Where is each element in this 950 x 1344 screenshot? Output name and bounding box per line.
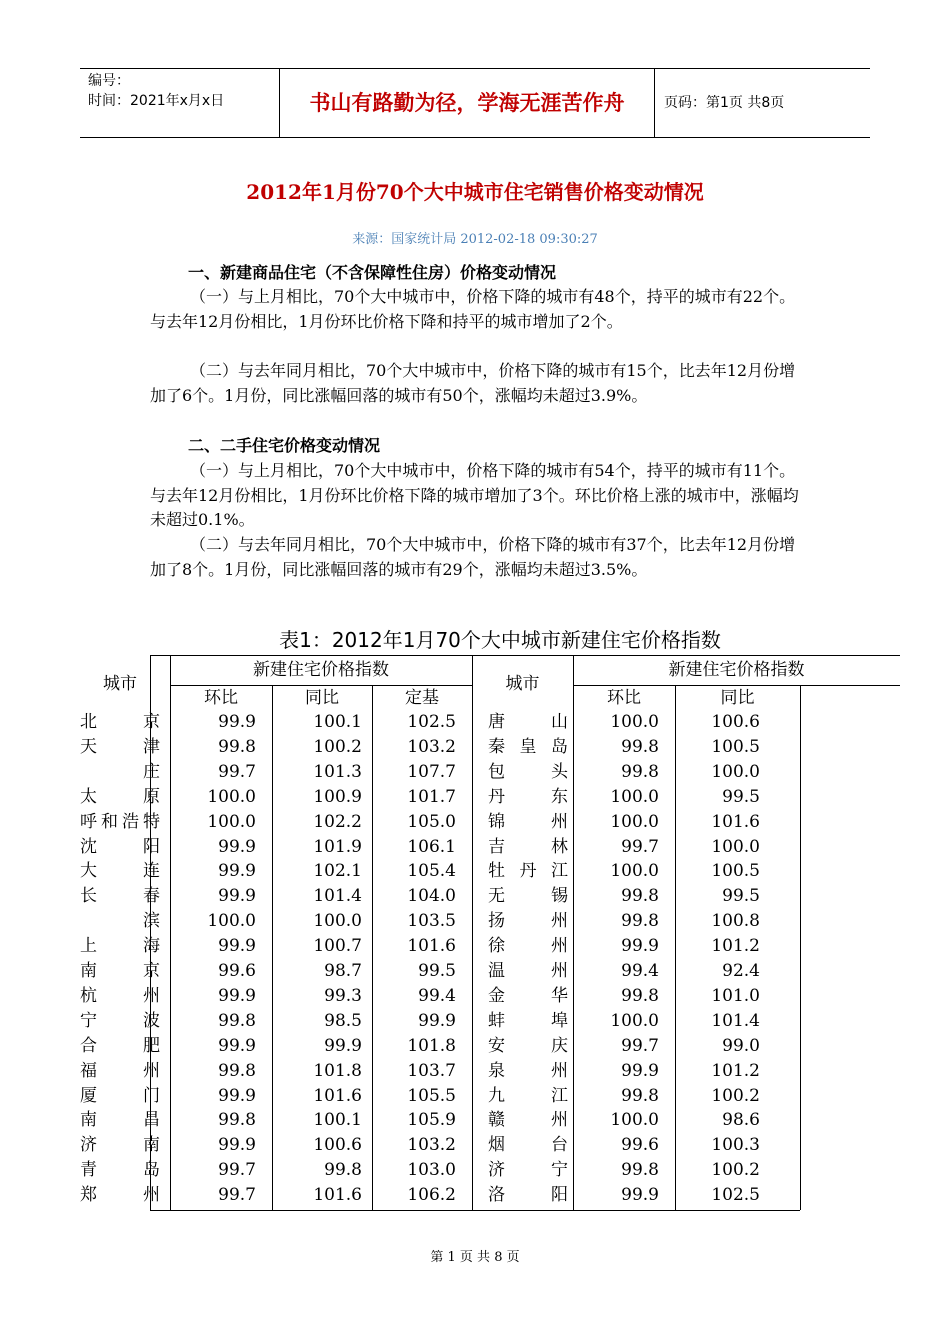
table-row-left-city: 合肥: [80, 1035, 160, 1056]
header-date: 时间：2021年x月x日: [88, 93, 225, 109]
table-row-right-city: 徐州: [488, 936, 568, 957]
table-row-left-mom: 99.7: [218, 1185, 256, 1206]
table-row-left-mom: 99.9: [218, 1085, 256, 1106]
col-yoy-left: 同比: [305, 688, 339, 708]
table-row-right-mom: 99.9: [621, 1060, 659, 1081]
table-row-left-yoy: 100.2: [313, 736, 362, 757]
table-row-left-yoy: 101.3: [313, 761, 362, 782]
table-row-left-base: 105.0: [407, 811, 456, 832]
table-row-left-city: 天津: [80, 736, 160, 757]
table-row-right-city: 九江: [488, 1085, 568, 1106]
table-row-right-yoy: 98.6: [722, 1110, 760, 1131]
table-row-right-city: 泉州: [488, 1060, 568, 1081]
table-row-right-city: 温州: [488, 961, 568, 981]
table-row-right-city: 济宁: [488, 1160, 568, 1181]
table-row-left-base: 105.4: [407, 861, 456, 882]
table-row-right-yoy: 99.5: [722, 786, 760, 807]
table-row-left-base: 105.9: [407, 1110, 456, 1131]
table-row-right-mom: 100.0: [610, 811, 659, 832]
table-row-left-mom: 99.8: [218, 1110, 256, 1131]
table-row-left-base: 101.7: [407, 786, 456, 807]
table-row-right-city: 赣州: [488, 1110, 568, 1131]
header-motto: 书山有路勤为径，学海无涯苦作舟: [280, 69, 655, 137]
table-row-right-mom: 99.8: [621, 1160, 659, 1181]
table-row-left-city: 济南: [80, 1135, 160, 1156]
table-row-left-yoy: 102.1: [313, 861, 362, 882]
table-row-left-city: 滨: [143, 911, 160, 932]
table-row-left-yoy: 101.4: [313, 886, 362, 907]
table-row-right-mom: 99.8: [621, 911, 659, 932]
table-row-right-city: 蚌埠: [488, 1010, 568, 1031]
group-header-right: 新建住宅价格指数: [668, 660, 805, 680]
table-row-left-city: 太原: [80, 786, 160, 807]
table-row-left-city: 杭州: [80, 985, 160, 1006]
table-row-left-yoy: 100.6: [313, 1135, 362, 1156]
table-row-right-city: 洛阳: [488, 1185, 568, 1206]
table-row-left-city: 福州: [80, 1060, 160, 1081]
table-row-left-mom: 100.0: [207, 786, 256, 807]
table-row-left-yoy: 100.1: [313, 712, 362, 732]
table-row-left-yoy: 98.7: [324, 961, 362, 981]
table-row-left-base: 104.0: [407, 886, 456, 907]
table-row-right-mom: 100.0: [610, 786, 659, 807]
table-row-right-yoy: 100.6: [711, 712, 760, 732]
table-row-right-city: 扬州: [488, 911, 568, 932]
table-row-right-yoy: 100.2: [711, 1085, 760, 1106]
table-row-right-yoy: 101.2: [711, 936, 760, 957]
table-row-left-city: 南昌: [80, 1110, 160, 1131]
city-header-left: 城市: [103, 674, 137, 694]
table-row-left-yoy: 99.3: [324, 985, 362, 1006]
section2-heading: 二、二手住宅价格变动情况: [188, 436, 381, 455]
table-row-left-base: 106.1: [407, 836, 456, 857]
col-mom-left: 环比: [204, 688, 238, 708]
table-row-right-mom: 100.0: [610, 861, 659, 882]
section1-paragraph2: （二）与去年同月相比，70个大中城市中，价格下降的城市有15个，比去年12月份增加了6个。1月份，同比涨幅回落的城市有50个，涨幅均未超过3.9%。: [150, 361, 796, 405]
table-row-right-mom: 99.7: [621, 836, 659, 857]
table-row-right-city: 吉林: [488, 836, 568, 857]
table-row-right-city: 烟台: [488, 1135, 568, 1156]
table-row-left-base: 99.4: [418, 985, 456, 1006]
section1-heading: 一、新建商品住宅（不含保障性住房）价格变动情况: [188, 263, 557, 282]
col-yoy-right: 同比: [720, 688, 755, 708]
table-row-left-mom: 99.9: [218, 1135, 256, 1156]
table-row-left-yoy: 100.0: [313, 911, 362, 932]
table-row-left-yoy: 100.7: [313, 936, 362, 957]
table-row-right-mom: 99.8: [621, 886, 659, 907]
table-row-right-city: 无锡: [488, 886, 568, 907]
table-row-left-yoy: 101.9: [313, 836, 362, 857]
table-row-right-mom: 99.6: [621, 1135, 659, 1156]
table-row-right-yoy: 100.0: [711, 836, 760, 857]
table-row-left-city: 上海: [80, 936, 160, 957]
table-row-right-mom: 100.0: [610, 712, 659, 732]
table-row-right-mom: 99.8: [621, 761, 659, 782]
table-row-left-city: 郑州: [80, 1185, 160, 1206]
table-row-left-city: 宁波: [80, 1010, 160, 1031]
table-row-right-yoy: 100.3: [711, 1135, 760, 1156]
table-row-left-city: 长春: [80, 886, 160, 907]
table-row-right-city: 丹东: [488, 786, 568, 807]
table-row-left-city: 大连: [80, 861, 160, 882]
city-header-right: 城市: [505, 674, 540, 694]
table-row-left-mom: 99.8: [218, 1060, 256, 1081]
section1-paragraph1: （一）与上月相比，70个大中城市中，价格下降的城市有48个，持平的城市有22个。与去年12月份相比，1月份环比价格下降和持平的城市增加了2个。: [150, 287, 796, 331]
col-mom-right: 环比: [607, 688, 641, 708]
table-row-right-yoy: 100.5: [711, 861, 760, 882]
table-row-left-mom: 100.0: [207, 911, 256, 932]
table-row-left-yoy: 101.6: [313, 1185, 362, 1206]
article-title: 2012年1月份70个大中城市住宅销售价格变动情况: [246, 180, 704, 204]
table-row-right-mom: 99.8: [621, 736, 659, 757]
article-source: 来源：国家统计局 2012-02-18 09:30:27: [352, 232, 598, 247]
table-row-left-city: 沈阳: [80, 836, 160, 857]
table-row-right-city: 秦皇岛: [488, 736, 568, 757]
table-row-left-base: 103.7: [407, 1060, 456, 1081]
section2-paragraph2: （二）与去年同月相比，70个大中城市中，价格下降的城市有37个，比去年12月份增加了8个。1月份，同比涨幅回落的城市有29个，涨幅均未超过3.5%。: [150, 535, 796, 579]
table-row-right-city: 唐山: [488, 712, 568, 732]
table-row-left-mom: 99.9: [218, 861, 256, 882]
table-row-right-yoy: 100.2: [711, 1160, 760, 1181]
table-row-left-mom: 99.7: [218, 761, 256, 782]
table-row-left-yoy: 99.8: [324, 1160, 362, 1181]
table-row-left-city: 呼和浩特: [80, 811, 160, 832]
table-row-left-yoy: 99.9: [324, 1035, 362, 1056]
table-row-left-mom: 99.7: [218, 1160, 256, 1181]
table-row-right-city: 安庆: [488, 1035, 568, 1056]
table-row-right-mom: 99.9: [621, 1185, 659, 1206]
table-row-left-base: 103.2: [407, 1135, 456, 1156]
table-row-left-base: 101.6: [407, 936, 456, 957]
table-row-left-city: 厦门: [80, 1085, 160, 1106]
table-row-left-city: 庄: [143, 761, 160, 782]
table-row-left-mom: 99.6: [218, 961, 256, 981]
table-row-right-yoy: 100.8: [711, 911, 760, 932]
table-row-right-mom: 100.0: [610, 1010, 659, 1031]
table-row-left-base: 103.5: [407, 911, 456, 932]
header-page-label: 页码：第1页 共8页: [664, 95, 785, 111]
table-row-right-mom: 99.7: [621, 1035, 659, 1056]
table-row-left-base: 103.2: [407, 736, 456, 757]
header-meta: [80, 69, 280, 137]
page-header: [80, 68, 870, 138]
table-row-left-yoy: 102.2: [313, 811, 362, 832]
table-row-right-yoy: 100.5: [711, 736, 760, 757]
table-row-right-mom: 99.8: [621, 985, 659, 1006]
table-row-right-yoy: 102.5: [711, 1185, 760, 1206]
page-footer: 第 1 页 共 8 页: [430, 1250, 520, 1265]
table-row-left-mom: 99.9: [218, 985, 256, 1006]
table-caption: 表1：2012年1月70个大中城市新建住宅价格指数: [279, 628, 721, 652]
table-row-left-mom: 99.9: [218, 1035, 256, 1056]
table-row-left-base: 101.8: [407, 1035, 456, 1056]
table-row-left-city: 北京: [80, 712, 160, 732]
table-row-right-yoy: 101.2: [711, 1060, 760, 1081]
table-row-right-yoy: 99.0: [722, 1035, 760, 1056]
table-row-right-city: 牡丹江: [488, 861, 568, 882]
table-row-right-yoy: 101.6: [711, 811, 760, 832]
table-row-right-city: 金华: [488, 985, 568, 1006]
table-row-left-base: 105.5: [407, 1085, 456, 1106]
table-row-left-yoy: 98.5: [324, 1010, 362, 1031]
table-row-right-mom: 99.4: [621, 961, 659, 981]
table-row-left-yoy: 100.9: [313, 786, 362, 807]
table-row-right-mom: 99.8: [621, 1085, 659, 1106]
table-row-right-city: 包头: [488, 761, 568, 782]
table-row-left-mom: 99.9: [218, 886, 256, 907]
table-row-left-base: 106.2: [407, 1185, 456, 1206]
table-row-left-mom: 99.9: [218, 936, 256, 957]
table-row-left-mom: 99.8: [218, 1010, 256, 1031]
table-row-left-yoy: 101.8: [313, 1060, 362, 1081]
table-row-left-city: 青岛: [80, 1160, 160, 1181]
header-number: 编号：: [88, 73, 130, 89]
table-row-left-mom: 99.9: [218, 836, 256, 857]
table-row-left-mom: 100.0: [207, 811, 256, 832]
table-row-left-base: 99.5: [418, 961, 456, 981]
table-row-right-yoy: 101.0: [711, 985, 760, 1006]
table-row-right-yoy: 100.0: [711, 761, 760, 782]
section2-paragraph1: （一）与上月相比，70个大中城市中，价格下降的城市有54个，持平的城市有11个。与去年12月份相比，1月份环比价格下降的城市增加了3个。环比价格上涨的城市中，涨幅均未超过0.1%。: [150, 461, 799, 529]
table-row-right-mom: 99.9: [621, 936, 659, 957]
table-row-right-city: 锦州: [488, 811, 568, 832]
table-row-left-yoy: 101.6: [313, 1085, 362, 1106]
table-row-right-yoy: 99.5: [722, 886, 760, 907]
table-row-right-mom: 100.0: [610, 1110, 659, 1131]
table-row-left-base: 99.9: [418, 1010, 456, 1031]
col-base-left: 定基: [405, 688, 439, 708]
table-row-left-yoy: 100.1: [313, 1110, 362, 1131]
table-row-right-yoy: 92.4: [722, 961, 760, 981]
table-row-left-base: 102.5: [407, 712, 456, 732]
table-row-left-mom: 99.9: [218, 712, 256, 732]
group-header-left: 新建住宅价格指数: [253, 660, 389, 680]
table-row-left-base: 107.7: [407, 761, 456, 782]
table-row-left-base: 103.0: [407, 1160, 456, 1181]
table-row-right-yoy: 101.4: [711, 1010, 760, 1031]
table-row-left-mom: 99.8: [218, 736, 256, 757]
table-row-left-city: 南京: [80, 961, 160, 981]
